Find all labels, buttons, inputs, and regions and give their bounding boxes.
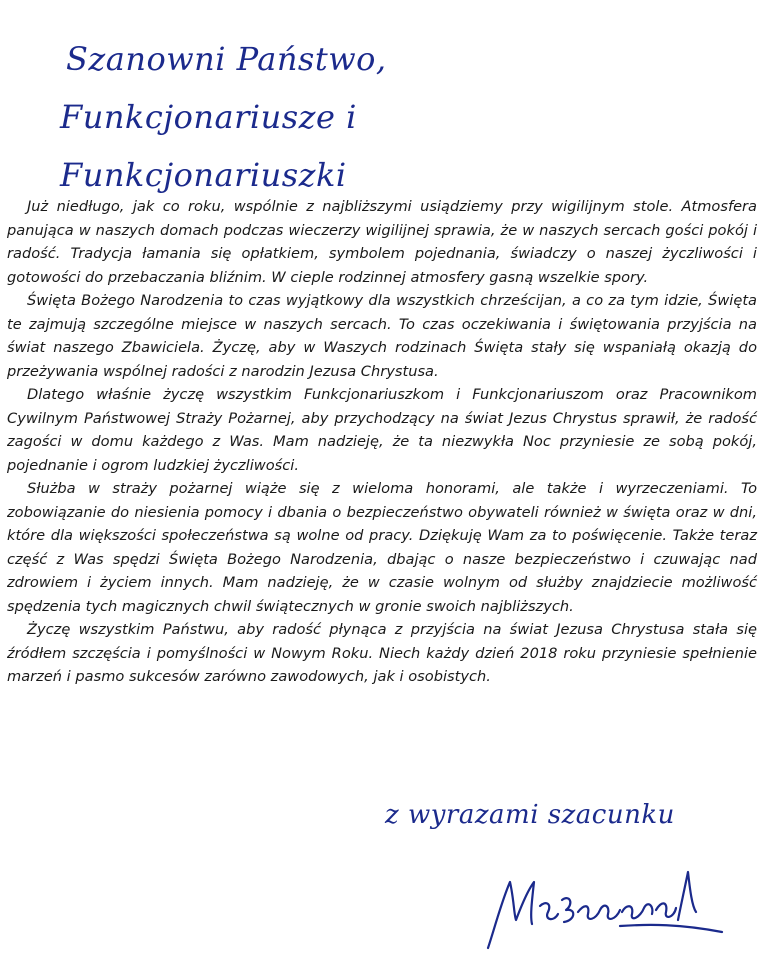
- paragraph-1: Już niedługo, jak co roku, wspólnie z najbliższymi usiądziemy przy wigilijnym stole. Atmosfera panująca w naszych domach podczas wieczerzy wigilijnej sprawia, że w naszych sercach gości pokój i radość. Tradycja łamania się opłatkiem, symbolem pojednania, świadczy o naszej życzliwości i gotowości do przebaczania bliźnim. W cieple rodzinnej atmosfery gasną wszelkie spory.: [7, 198, 757, 286]
- paragraph-4: Służba w straży pożarnej wiąże się z wieloma honorami, ale także i wyrzeczeniami. To zobowiązanie do niesienia pomocy i dbania o bezpieczeństwo obywateli również w święta oraz w dni, które dla większości społeczeństwa są wolne od pracy. Dziękuję Wam za to poświęcenie. Także teraz część z Was spędzi Święta Bożego Narodzenia, dbając o nasze bezpieczeństwo i czuwając nad zdrowiem i życiem innych. Mam nadzieję, że w czasie wolnym od służby znajdziecie możliwość spędzenia tych magicznych chwil świątecznych w gronie swoich najbliższych.: [7, 480, 757, 615]
- paragraph-2: Święta Bożego Narodzenia to czas wyjątkowy dla wszystkich chrześcijan, a co za tym idzie, Święta te zajmują szczególne miejsce w naszych sercach. To czas oczekiwania i świętowania przyjścia na świat naszego Zbawiciela. Życzę, aby w Waszych rodzinach Święta stały się wspaniałą okazją do przeżywania wspólnej radości z narodzin Jezusa Chrystusa.: [7, 292, 757, 380]
- greeting-line-2: Funkcjonariusze i Funkcjonariuszki: [60, 98, 357, 194]
- signature-icon: [470, 860, 730, 955]
- greeting-line-1: Szanowni Państwo,: [66, 40, 387, 78]
- handwritten-closing: z wyrazami szacunku: [385, 800, 675, 830]
- paragraph-3: Dlatego właśnie życzę wszystkim Funkcjonariuszkom i Funkcjonariuszom oraz Pracownikom Cywilnym Państwowej Straży Pożarnej, aby przychodzący na świat Jezus Chrystus sprawił, że radość zagości w domu każdego z Was. Mam nadzieję, że ta niezwykła Noc przyniesie ze sobą pokój, pojednanie i ogrom ludzkiej życzliwości.: [7, 386, 757, 474]
- handwritten-greeting: [60, 30, 620, 204]
- paragraph-5: Życzę wszystkim Państwu, aby radość płynąca z przyjścia na świat Jezusa Chrystusa stała się źródłem szczęścia i pomyślności w Nowym Roku. Niech każdy dzień 2018 roku przyniesie spełnienie marzeń i pasmo sukcesów zarówno zawodowych, jak i osobistych.: [7, 621, 757, 685]
- letter-body: [7, 195, 757, 689]
